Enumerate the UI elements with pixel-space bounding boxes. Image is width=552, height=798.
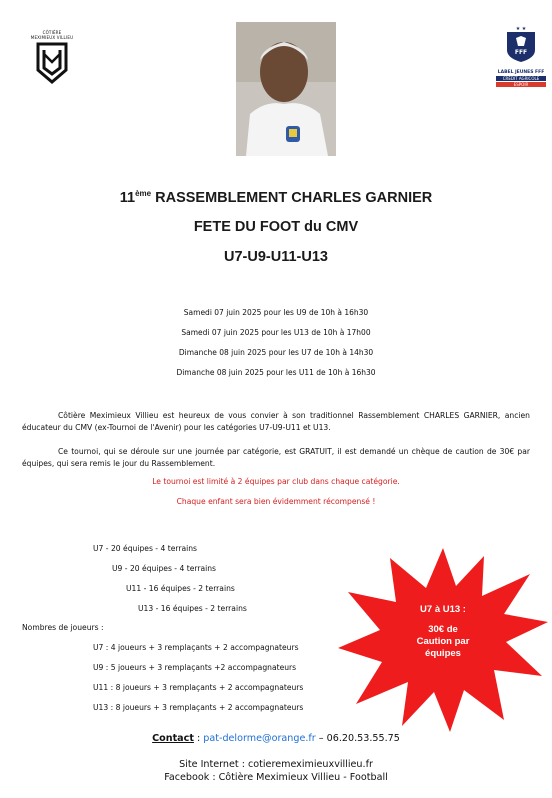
schedule-line: Dimanche 08 juin 2025 pour les U11 de 10h à 16h30 bbox=[176, 368, 376, 377]
categories-title: U7-U9-U11-U13 bbox=[224, 249, 328, 265]
fff-label-line-3: ESPOIR bbox=[496, 82, 546, 87]
contact-phone: – 06.20.53.55.75 bbox=[315, 733, 400, 744]
limit-notice: Le tournoi est limité à 2 équipes par club dans chaque catégorie. bbox=[152, 477, 400, 486]
fff-text: FFF bbox=[514, 49, 528, 56]
team-line: U11 - 16 équipes - 2 terrains bbox=[126, 584, 235, 593]
fff-label-line-1: LABEL JEUNES FFF bbox=[497, 70, 545, 75]
club-logo-text: CÔTIÈRE MEXIMIEUX VILLIEU bbox=[30, 30, 74, 40]
contact-label: Contact bbox=[152, 733, 194, 744]
title-ordinal: 11 bbox=[119, 189, 136, 206]
players-line: U13 : 8 joueurs + 3 remplaçants + 2 accompagnateurs bbox=[93, 703, 304, 712]
club-shield-icon bbox=[30, 40, 74, 86]
schedule-line: Dimanche 08 juin 2025 pour les U7 de 10h à 14h30 bbox=[178, 348, 374, 357]
main-title bbox=[0, 189, 552, 206]
schedule-line: Samedi 07 juin 2025 pour les U13 de 10h à 17h00 bbox=[181, 328, 371, 337]
intro-paragraph: Côtière Meximieux Villieu est heureux de vous convier à son traditionnel Rassemblement CHARLES GARNIER, ancien éducateur du CMV (ex-Tournoi de l'Avenir) pour les catégories U7-U9-U11 et U13. bbox=[22, 411, 530, 432]
star-line-1: U7 à U13 : bbox=[420, 604, 466, 615]
title-main: RASSEMBLEMENT CHARLES GARNIER bbox=[151, 189, 433, 206]
portrait-photo bbox=[236, 22, 336, 156]
players-heading: Nombres de joueurs : bbox=[22, 623, 104, 632]
title-ordinal-suffix: ème bbox=[135, 189, 152, 198]
star-line-4: équipes bbox=[425, 648, 461, 659]
facebook-line[interactable]: Facebook : Côtière Meximieux Villieu - Football bbox=[164, 772, 388, 783]
team-line: U7 - 20 équipes - 4 terrains bbox=[93, 544, 198, 553]
players-line: U9 : 5 joueurs + 3 remplaçants +2 accompagnateurs bbox=[93, 663, 297, 672]
star-line-3: Caution par bbox=[416, 636, 470, 647]
team-line: U13 - 16 équipes - 2 terrains bbox=[138, 604, 247, 613]
star-line-2: 30€ de bbox=[428, 624, 458, 635]
fff-label-line-2: CRÉDIT AGRICOLE bbox=[496, 76, 546, 81]
players-line: U7 : 4 joueurs + 3 remplaçants + 2 accompagnateurs bbox=[93, 643, 299, 652]
rules-paragraph: Ce tournoi, qui se déroule sur une journée par catégorie, est GRATUIT, il est demandé un chèque de caution de 30€ par équipes, qui sera remis le jour du Rassemblement. bbox=[22, 447, 530, 468]
caution-starburst bbox=[334, 544, 552, 734]
contact-separator: : bbox=[193, 733, 204, 744]
contact-line bbox=[0, 733, 552, 744]
reward-notice: Chaque enfant sera bien évidemment récompensé ! bbox=[176, 497, 376, 506]
players-line: U11 : 8 joueurs + 3 remplaçants + 2 accompagnateurs bbox=[93, 683, 304, 692]
contact-email-link[interactable]: pat-delorme@orange.fr bbox=[203, 733, 316, 744]
website-line[interactable]: Site Internet : cotieremeximieuxvillieu.fr bbox=[179, 759, 373, 770]
club-logo bbox=[30, 30, 74, 82]
fff-label-logo bbox=[496, 24, 546, 87]
subtitle: FETE DU FOOT du CMV bbox=[193, 219, 359, 235]
team-line: U9 - 20 équipes - 4 terrains bbox=[112, 564, 217, 573]
svg-text:★ ★: ★ ★ bbox=[515, 26, 527, 32]
fff-badge-icon bbox=[496, 24, 546, 64]
schedule-line: Samedi 07 juin 2025 pour les U9 de 10h à 16h30 bbox=[183, 308, 369, 317]
